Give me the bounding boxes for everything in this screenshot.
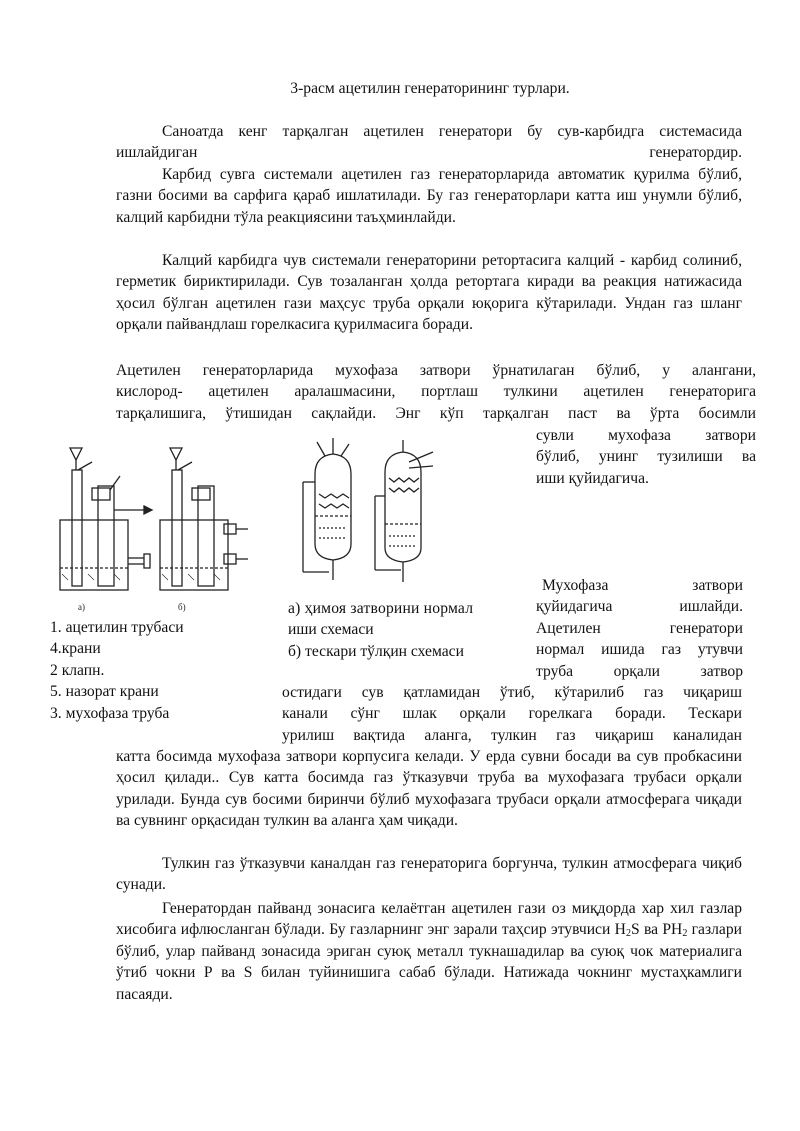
paragraph-6 bbox=[536, 575, 743, 682]
legend-item: 4.крани bbox=[50, 640, 101, 658]
seal-a-schematic bbox=[60, 448, 152, 590]
scheme-caption-a-cont: иши схемаси bbox=[288, 621, 374, 639]
figure-legend bbox=[50, 617, 280, 724]
scheme-caption-a: а) ҳимоя затворини нормал bbox=[288, 600, 474, 617]
paragraph-10 bbox=[116, 898, 742, 1005]
paragraph-6-line: қуйидагича ишлайди. bbox=[536, 598, 743, 616]
paragraph-6-line: труба орқали затвор bbox=[536, 662, 743, 680]
figure-caption: 3-расм ацетилин генераторининг турлари. bbox=[290, 80, 570, 97]
h2s-subscript: 2 bbox=[625, 928, 631, 940]
paragraph-4-line: кислород- ацетилен аралашмасини, портлаш тулкини ацетилен генераторига bbox=[116, 383, 756, 401]
paragraph-4-line: тарқалишига, ўтишидан сақлайди. Энг кўп тарқалган паст ва ўрта босимли bbox=[116, 404, 756, 422]
reactor-left bbox=[303, 438, 351, 580]
paragraph-7-line: урилиш вақтида аланга, тулкин газ чиқариш каналидан bbox=[282, 726, 742, 744]
reactor-right bbox=[375, 440, 433, 582]
paragraph-5 bbox=[536, 425, 756, 489]
paragraph-1: Саноатда кенг тарқалган ацетилен генератори бу сув-карбидга системасида ишлайдиган генератордир. bbox=[116, 123, 742, 162]
paragraph-5-line: бўлиб, унинг тузилиши ва bbox=[536, 448, 756, 466]
seal-b-schematic bbox=[160, 448, 248, 590]
ph2-subscript: 2 bbox=[682, 928, 688, 940]
paragraph-3: Калций карбидга чув системали генераторини ретортасига калций - карбид солиниб, герметик бириктирилади. Сув тозаланган ҳолда ретортага киради ва реакция натижасида ҳосил бўлган ацетилен гази маҳсус труба орқали юқорига кўтарилади. Ундан газ шланг орқали пайвандлаш горелкасига қурилмасига боради. bbox=[116, 252, 742, 334]
paragraph-5-line: иши қуйидагича. bbox=[536, 469, 649, 487]
paragraph-7-line: канали сўнг шлак орқали горелкага боради. Тескари bbox=[282, 705, 742, 723]
paragraph-4 bbox=[116, 360, 756, 424]
paragraph-2: Карбид сувга системали ацетилен газ генераторларида автоматик қурилма бўлиб, газни босими ва сарфига қараб ишлатилади. Бу газ генераторлари катта иш унумли бўлиб, калций карбидни тўла реакциясини таъҳминлайди. bbox=[116, 166, 742, 226]
legend-item: 3. мухофаза труба bbox=[50, 704, 170, 722]
scheme-caption-b: б) тескари тўлқин схемаси bbox=[288, 642, 464, 660]
paragraph-10-text: Генератордан пайванд зонасига келаётган ацетилен гази оз миқдорда хар хил газлар хисобига ифлюсланган бўлади. Бу газларнинг энг зарали таҳсир этувчиси H bbox=[116, 900, 742, 939]
paragraph-6-line: Мухофаза затвори bbox=[542, 577, 743, 594]
paragraph-9: Тулкин газ ўтказувчи каналдан газ генераторига боргунча, тулкин атмосферага чиқиб сунади. bbox=[116, 855, 742, 894]
paragraph-7 bbox=[282, 682, 742, 746]
seal-a-label: a) bbox=[78, 602, 85, 612]
paragraph-10-text: S ва PH bbox=[630, 921, 683, 939]
generator-reactor-diagram bbox=[283, 432, 468, 594]
paragraph-6-line: нормал ишида газ утувчи bbox=[536, 641, 743, 659]
legend-item: 2 клапн. bbox=[50, 661, 105, 679]
water-seal-diagram bbox=[48, 440, 248, 615]
paragraph-6-line: Ацетилен генератори bbox=[536, 619, 743, 637]
paragraph-10-text: газлари бўлиб, улар пайванд зонасида эриган суюқ металл тукнашадилар ва суюқ чок материалига ўтиб чокни Р ва S билан туйинишига сабаб бўлади. Натижада чокнинг мустаҳкамлиги пасаяди. bbox=[116, 921, 742, 1003]
paragraph-5-line: сувли мухофаза затвори bbox=[536, 427, 756, 444]
legend-item: 5. назорат крани bbox=[50, 683, 159, 701]
seal-b-label: б) bbox=[178, 602, 186, 612]
figure-scheme-captions bbox=[288, 598, 528, 662]
paragraph-7-line: остидаги сув қатламидан ўтиб, кўтарилиб газ чиқариш bbox=[282, 684, 742, 701]
paragraph-8: катта босимда мухофаза затвори корпусига келади. У ерда сувни босади ва сув пробкасини ҳосил қилади.. Сув катта босимда газ ўтказувчи труба ва мухофазага трубаси орқали урилади. Бунда сув босими биринчи бўлиб мухофазага трубаси орқали атмосферага чиқади ва сувнинг орқасидан тулкин ва аланга ҳам чиқади. bbox=[116, 748, 742, 830]
paragraph-4-line: Ацетилен генераторларида мухофаза затвори ўрнатилаган бўлиб, у алангани, bbox=[116, 362, 756, 379]
legend-item: 1. ацетилин трубаси bbox=[50, 619, 184, 636]
